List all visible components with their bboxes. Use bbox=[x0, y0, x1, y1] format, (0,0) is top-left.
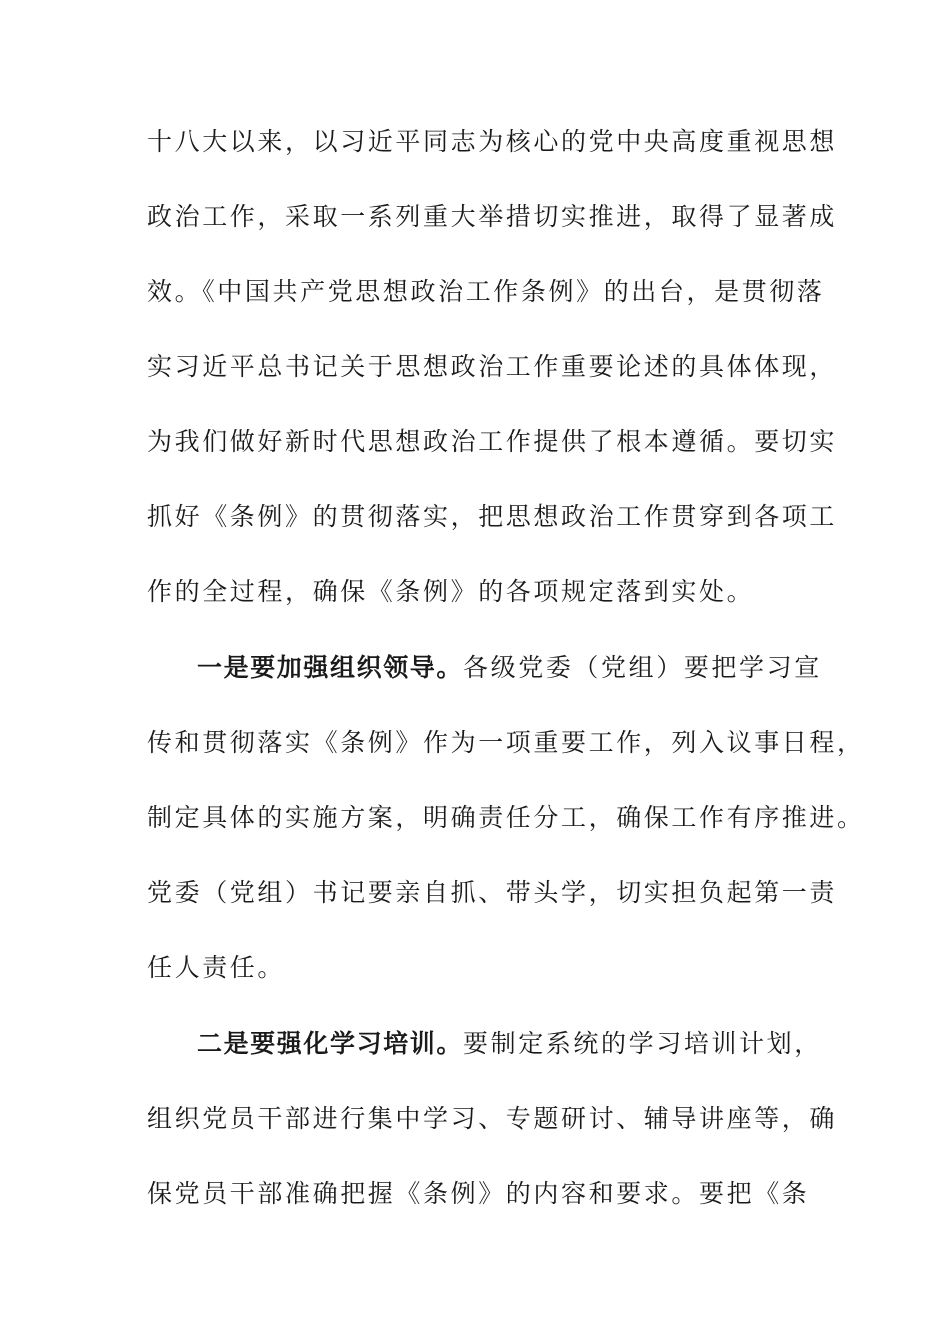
paragraph-first-line bbox=[197, 651, 822, 685]
text-line: 抓好《条例》的贯彻落实，把思想政治工作贯穿到各项工 bbox=[147, 502, 838, 531]
text-line: 任人责任。 bbox=[147, 953, 286, 982]
paragraph-text: 各级党委（党组）要把学习宣 bbox=[463, 653, 822, 682]
paragraph-heading: 一是要加强组织领导。 bbox=[197, 653, 464, 682]
paragraph-heading: 二是要强化学习培训。 bbox=[197, 1029, 464, 1058]
paragraph-text: 要制定系统的学习培训计划， bbox=[463, 1029, 822, 1058]
text-line: 保党员干部准确把握《条例》的内容和要求。要把《条 bbox=[147, 1179, 810, 1208]
text-line: 组织党员干部进行集中学习、专题研讨、辅导讲座等，确 bbox=[147, 1104, 838, 1133]
text-line: 十八大以来，以习近平同志为核心的党中央高度重视思想 bbox=[147, 127, 838, 156]
text-line: 政治工作，采取一系列重大举措切实推进，取得了显著成 bbox=[147, 202, 838, 231]
text-line: 制定具体的实施方案，明确责任分工，确保工作有序推进。 bbox=[147, 803, 865, 832]
text-line: 传和贯彻落实《条例》作为一项重要工作，列入议事日程， bbox=[147, 728, 865, 757]
text-line: 实习近平总书记关于思想政治工作重要论述的具体体现， bbox=[147, 352, 838, 381]
text-line: 效。《中国共产党思想政治工作条例》的出台，是贯彻落 bbox=[147, 277, 825, 306]
paragraph-first-line bbox=[197, 1027, 822, 1061]
text-line: 党委（党组）书记要亲自抓、带头学，切实担负起第一责 bbox=[147, 878, 838, 907]
text-line: 作的全过程，确保《条例》的各项规定落到实处。 bbox=[147, 577, 755, 606]
text-line: 为我们做好新时代思想政治工作提供了根本遵循。要切实 bbox=[147, 427, 838, 456]
